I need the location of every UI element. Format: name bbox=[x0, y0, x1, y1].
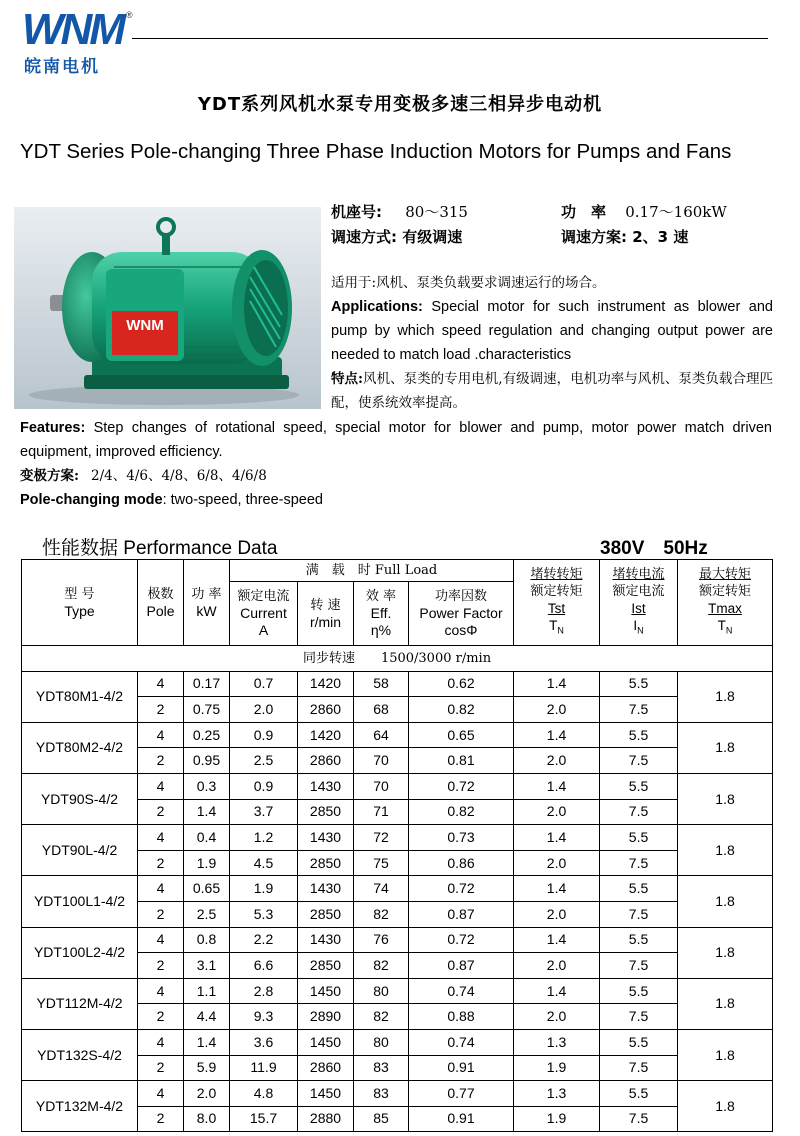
cell-speed: 2850 bbox=[298, 953, 354, 979]
cell-pole: 2 bbox=[138, 901, 184, 927]
th-type-en: Type bbox=[64, 602, 95, 619]
th-current bbox=[230, 582, 298, 646]
cell-tst: 1.4 bbox=[514, 927, 600, 953]
cell-eff: 76 bbox=[354, 927, 409, 953]
th-eff-cn: 效 率 bbox=[365, 589, 397, 604]
applications-cn-label: 适用于: bbox=[331, 275, 377, 291]
cell-tst: 2.0 bbox=[514, 850, 600, 876]
th-tst-den bbox=[514, 617, 599, 640]
th-pf-cn: 功率因数 bbox=[435, 589, 488, 604]
cell-ist: 5.5 bbox=[600, 978, 678, 1004]
features-en bbox=[20, 416, 772, 464]
cell-pf: 0.91 bbox=[409, 1055, 514, 1081]
cell-tst: 1.4 bbox=[514, 671, 600, 697]
cell-eff: 80 bbox=[354, 978, 409, 1004]
th-eff-en: Eff. bbox=[370, 605, 392, 621]
applications-block bbox=[331, 271, 773, 415]
cell-eff: 64 bbox=[354, 722, 409, 748]
cell-pf: 0.65 bbox=[409, 722, 514, 748]
table-row bbox=[22, 773, 773, 799]
motor-photo bbox=[14, 207, 321, 409]
cell-pf: 0.87 bbox=[409, 901, 514, 927]
cell-current: 2.2 bbox=[230, 927, 298, 953]
cell-speed: 2890 bbox=[298, 1004, 354, 1030]
spec-speed-scheme-label: 调速方案: bbox=[561, 228, 627, 246]
cell-kw: 2.5 bbox=[184, 901, 230, 927]
cell-speed: 1430 bbox=[298, 825, 354, 851]
cell-current: 4.8 bbox=[230, 1081, 298, 1107]
page-title-cn: YDT系列风机水泵专用变极多速三相异步电动机 bbox=[197, 94, 603, 115]
cell-current: 3.6 bbox=[230, 1029, 298, 1055]
cell-ist: 7.5 bbox=[600, 799, 678, 825]
cell-type: YDT90S-4/2 bbox=[22, 773, 138, 824]
sync-speed-row: 同步转速 1500/3000 r/min bbox=[22, 646, 773, 672]
th-power-cn: 功 率 bbox=[191, 586, 222, 602]
cell-eff: 82 bbox=[354, 901, 409, 927]
cell-kw: 0.95 bbox=[184, 748, 230, 774]
motor-illustration bbox=[14, 207, 321, 409]
th-tmax bbox=[678, 560, 773, 646]
cell-current: 0.9 bbox=[230, 722, 298, 748]
cell-speed: 1450 bbox=[298, 978, 354, 1004]
th-speed-cn: 转 速 bbox=[310, 597, 341, 613]
cell-eff: 83 bbox=[354, 1055, 409, 1081]
performance-voltage: 380V 50Hz bbox=[600, 538, 708, 559]
cell-type: YDT80M1-4/2 bbox=[22, 671, 138, 722]
cell-pf: 0.62 bbox=[409, 671, 514, 697]
cell-type: YDT132S-4/2 bbox=[22, 1029, 138, 1080]
cell-current: 2.8 bbox=[230, 978, 298, 1004]
cell-tst: 1.4 bbox=[514, 722, 600, 748]
cell-speed: 1420 bbox=[298, 722, 354, 748]
th-current-unit: A bbox=[258, 622, 269, 638]
cell-ist: 5.5 bbox=[600, 722, 678, 748]
th-ist-cn2: 额定电流 bbox=[612, 583, 665, 599]
cell-kw: 2.0 bbox=[184, 1081, 230, 1107]
cell-tmax: 1.8 bbox=[678, 876, 773, 927]
table-row bbox=[22, 978, 773, 1004]
pole-scheme-en bbox=[20, 488, 323, 512]
cell-pole: 2 bbox=[138, 850, 184, 876]
cell-pole: 4 bbox=[138, 927, 184, 953]
cell-pf: 0.82 bbox=[409, 697, 514, 723]
cell-speed: 2860 bbox=[298, 1055, 354, 1081]
applications-cn bbox=[331, 271, 773, 295]
cell-ist: 5.5 bbox=[600, 1029, 678, 1055]
cell-tst: 2.0 bbox=[514, 748, 600, 774]
th-power-en: kW bbox=[196, 602, 217, 619]
cell-tmax: 1.8 bbox=[678, 978, 773, 1029]
pole-scheme-cn-label: 变极方案: bbox=[20, 468, 79, 484]
th-pole-en: Pole bbox=[146, 602, 175, 619]
cell-pole: 2 bbox=[138, 697, 184, 723]
spec-frame-value: 80～315 bbox=[405, 203, 468, 221]
cell-current: 6.6 bbox=[230, 953, 298, 979]
cell-pf: 0.72 bbox=[409, 876, 514, 902]
cell-pf: 0.73 bbox=[409, 825, 514, 851]
cell-tst: 1.4 bbox=[514, 773, 600, 799]
th-tst bbox=[514, 560, 600, 646]
cell-ist: 7.5 bbox=[600, 1106, 678, 1132]
spec-speed-method-label: 调速方式: bbox=[331, 228, 397, 246]
th-tst-den-t: T bbox=[549, 617, 558, 633]
cell-tst: 2.0 bbox=[514, 953, 600, 979]
cell-tst: 1.9 bbox=[514, 1055, 600, 1081]
cell-tmax: 1.8 bbox=[678, 773, 773, 824]
th-ist-cn1: 堵转电流 bbox=[612, 566, 665, 582]
cell-speed: 2850 bbox=[298, 901, 354, 927]
th-current-cn: 额定电流 bbox=[237, 589, 290, 604]
cell-tst: 1.4 bbox=[514, 825, 600, 851]
spec-speed-scheme bbox=[561, 226, 688, 247]
th-pf bbox=[409, 582, 514, 646]
th-ist-num: Ist bbox=[631, 600, 646, 616]
performance-table-body bbox=[22, 646, 773, 1132]
th-ist-den-sub: N bbox=[637, 625, 644, 636]
th-type-cn: 型 号 bbox=[64, 586, 95, 602]
spec-frame-label: 机座号: bbox=[331, 203, 382, 221]
cell-eff: 82 bbox=[354, 1004, 409, 1030]
cell-tmax: 1.8 bbox=[678, 825, 773, 876]
features-cn bbox=[331, 367, 773, 415]
th-power bbox=[184, 560, 230, 646]
cell-eff: 70 bbox=[354, 748, 409, 774]
cell-tst: 2.0 bbox=[514, 697, 600, 723]
cell-pf: 0.86 bbox=[409, 850, 514, 876]
cell-ist: 5.5 bbox=[600, 825, 678, 851]
table-row bbox=[22, 1029, 773, 1055]
table-row bbox=[22, 825, 773, 851]
cell-pf: 0.77 bbox=[409, 1081, 514, 1107]
cell-eff: 82 bbox=[354, 953, 409, 979]
table-row bbox=[22, 671, 773, 697]
cell-ist: 7.5 bbox=[600, 953, 678, 979]
cell-ist: 5.5 bbox=[600, 1081, 678, 1107]
cell-ist: 7.5 bbox=[600, 748, 678, 774]
logo-wordmark: WNM bbox=[22, 5, 123, 54]
cell-eff: 83 bbox=[354, 1081, 409, 1107]
table-row bbox=[22, 876, 773, 902]
cell-pole: 2 bbox=[138, 748, 184, 774]
cell-pole: 4 bbox=[138, 825, 184, 851]
th-ist bbox=[600, 560, 678, 646]
cell-tst: 1.9 bbox=[514, 1106, 600, 1132]
cell-ist: 7.5 bbox=[600, 697, 678, 723]
cell-pole: 4 bbox=[138, 671, 184, 697]
cell-type: YDT100L2-4/2 bbox=[22, 927, 138, 978]
pole-scheme-cn-text: 2/4、4/6、4/8、6/8、4/6/8 bbox=[91, 468, 267, 484]
cell-current: 0.9 bbox=[230, 773, 298, 799]
cell-kw: 0.17 bbox=[184, 671, 230, 697]
brand-name-cn: 皖南电机 bbox=[24, 57, 100, 77]
cell-speed: 1450 bbox=[298, 1029, 354, 1055]
cell-type: YDT90L-4/2 bbox=[22, 825, 138, 876]
performance-table bbox=[21, 559, 773, 1132]
th-eff bbox=[354, 582, 409, 646]
cell-tmax: 1.8 bbox=[678, 722, 773, 773]
cell-pf: 0.72 bbox=[409, 773, 514, 799]
registered-mark: ® bbox=[126, 10, 133, 20]
cell-speed: 2850 bbox=[298, 799, 354, 825]
cell-kw: 0.65 bbox=[184, 876, 230, 902]
features-en-text: Step changes of rotational speed, special motor for blower and pump, motor power match driven equipment, improved efficiency. bbox=[20, 420, 772, 460]
cell-type: YDT132M-4/2 bbox=[22, 1081, 138, 1132]
spec-speed-method bbox=[331, 226, 462, 247]
th-speed bbox=[298, 582, 354, 646]
cell-kw: 8.0 bbox=[184, 1106, 230, 1132]
cell-kw: 0.25 bbox=[184, 722, 230, 748]
cell-pole: 4 bbox=[138, 722, 184, 748]
cell-ist: 7.5 bbox=[600, 850, 678, 876]
cell-current: 2.5 bbox=[230, 748, 298, 774]
cell-pole: 4 bbox=[138, 1029, 184, 1055]
table-row bbox=[22, 927, 773, 953]
cell-eff: 68 bbox=[354, 697, 409, 723]
cell-pole: 2 bbox=[138, 1055, 184, 1081]
cell-speed: 1420 bbox=[298, 671, 354, 697]
cell-current: 15.7 bbox=[230, 1106, 298, 1132]
features-cn-label: 特点: bbox=[331, 371, 364, 387]
cell-kw: 0.8 bbox=[184, 927, 230, 953]
cell-kw: 4.4 bbox=[184, 1004, 230, 1030]
th-full-load: 满 载 时 Full Load bbox=[230, 560, 514, 582]
cell-speed: 2860 bbox=[298, 748, 354, 774]
spec-power bbox=[561, 201, 727, 222]
applications-en-label: Applications: bbox=[331, 299, 423, 315]
cell-eff: 80 bbox=[354, 1029, 409, 1055]
cell-kw: 5.9 bbox=[184, 1055, 230, 1081]
cell-current: 5.3 bbox=[230, 901, 298, 927]
cell-eff: 74 bbox=[354, 876, 409, 902]
th-ist-den bbox=[600, 617, 677, 640]
cell-type: YDT112M-4/2 bbox=[22, 978, 138, 1029]
cell-current: 11.9 bbox=[230, 1055, 298, 1081]
cell-tst: 2.0 bbox=[514, 1004, 600, 1030]
features-en-label: Features: bbox=[20, 420, 86, 436]
th-speed-unit: r/min bbox=[309, 613, 342, 630]
spec-speed-scheme-value: 2、3 速 bbox=[632, 228, 689, 246]
cell-pf: 0.74 bbox=[409, 1029, 514, 1055]
th-tst-den-sub: N bbox=[557, 625, 564, 636]
cell-ist: 5.5 bbox=[600, 876, 678, 902]
cell-kw: 1.4 bbox=[184, 799, 230, 825]
cell-kw: 1.1 bbox=[184, 978, 230, 1004]
cell-speed: 1430 bbox=[298, 773, 354, 799]
cell-pole: 4 bbox=[138, 1081, 184, 1107]
cell-pole: 4 bbox=[138, 978, 184, 1004]
th-current-en: Current bbox=[240, 605, 287, 621]
th-tmax-cn2: 额定转矩 bbox=[699, 583, 752, 599]
cell-current: 1.2 bbox=[230, 825, 298, 851]
cell-tmax: 1.8 bbox=[678, 1081, 773, 1132]
cell-eff: 75 bbox=[354, 850, 409, 876]
cell-tst: 2.0 bbox=[514, 901, 600, 927]
cell-kw: 0.3 bbox=[184, 773, 230, 799]
applications-en bbox=[331, 295, 773, 367]
cell-type: YDT80M2-4/2 bbox=[22, 722, 138, 773]
cell-speed: 1430 bbox=[298, 876, 354, 902]
cell-eff: 85 bbox=[354, 1106, 409, 1132]
th-pf-en: Power Factor bbox=[419, 605, 503, 621]
cell-ist: 5.5 bbox=[600, 773, 678, 799]
th-pf-unit: cosΦ bbox=[444, 622, 478, 638]
cell-tst: 1.4 bbox=[514, 978, 600, 1004]
cell-pf: 0.88 bbox=[409, 1004, 514, 1030]
cell-current: 2.0 bbox=[230, 697, 298, 723]
th-tmax-num: Tmax bbox=[708, 600, 742, 616]
cell-ist: 5.5 bbox=[600, 671, 678, 697]
cell-pf: 0.72 bbox=[409, 927, 514, 953]
spec-power-label: 功 率 bbox=[561, 203, 607, 221]
cell-type: YDT100L1-4/2 bbox=[22, 876, 138, 927]
th-tmax-den-sub: N bbox=[725, 625, 733, 636]
cell-tmax: 1.8 bbox=[678, 927, 773, 978]
th-pole bbox=[138, 560, 184, 646]
cell-eff: 71 bbox=[354, 799, 409, 825]
table-row bbox=[22, 1081, 773, 1107]
cell-current: 9.3 bbox=[230, 1004, 298, 1030]
cell-pole: 4 bbox=[138, 773, 184, 799]
cell-pole: 2 bbox=[138, 953, 184, 979]
cell-speed: 2880 bbox=[298, 1106, 354, 1132]
cell-pole: 2 bbox=[138, 799, 184, 825]
features-cn-text: 风机、泵类的专用电机,有级调速，电机功率与风机、泵类负载合理匹配，使系统效率提高。 bbox=[331, 371, 773, 411]
cell-eff: 72 bbox=[354, 825, 409, 851]
cell-pole: 2 bbox=[138, 1004, 184, 1030]
cell-ist: 7.5 bbox=[600, 1055, 678, 1081]
th-tmax-den bbox=[678, 617, 772, 640]
cell-kw: 3.1 bbox=[184, 953, 230, 979]
cell-kw: 1.9 bbox=[184, 850, 230, 876]
cell-tst: 1.4 bbox=[514, 876, 600, 902]
cell-pole: 2 bbox=[138, 1106, 184, 1132]
cell-speed: 1450 bbox=[298, 1081, 354, 1107]
cell-kw: 0.75 bbox=[184, 697, 230, 723]
th-type bbox=[22, 560, 138, 646]
cell-kw: 0.4 bbox=[184, 825, 230, 851]
motor-badge: WNM bbox=[126, 317, 164, 334]
cell-pf: 0.87 bbox=[409, 953, 514, 979]
cell-tmax: 1.8 bbox=[678, 671, 773, 722]
pole-scheme-en-label: Pole-changing mode bbox=[20, 492, 163, 508]
th-pole-cn: 极数 bbox=[147, 586, 174, 602]
cell-current: 3.7 bbox=[230, 799, 298, 825]
spec-power-value: 0.17～160kW bbox=[625, 203, 727, 221]
applications-cn-text: 风机、泵类负载要求调速运行的场合。 bbox=[376, 275, 606, 291]
cell-eff: 58 bbox=[354, 671, 409, 697]
cell-speed: 2850 bbox=[298, 850, 354, 876]
cell-pf: 0.91 bbox=[409, 1106, 514, 1132]
page-title-en: YDT Series Pole-changing Three Phase Induction Motors for Pumps and Fans bbox=[20, 140, 732, 163]
th-tst-num: Tst bbox=[547, 600, 566, 616]
cell-speed: 2860 bbox=[298, 697, 354, 723]
table-row bbox=[22, 722, 773, 748]
header-rule bbox=[132, 38, 768, 39]
cell-pf: 0.82 bbox=[409, 799, 514, 825]
th-eff-unit: η% bbox=[370, 622, 392, 638]
cell-ist: 5.5 bbox=[600, 927, 678, 953]
cell-kw: 1.4 bbox=[184, 1029, 230, 1055]
th-tmax-cn1: 最大转矩 bbox=[699, 566, 752, 582]
th-tst-cn2: 额定转矩 bbox=[530, 583, 583, 599]
cell-tst: 1.3 bbox=[514, 1029, 600, 1055]
cell-speed: 1430 bbox=[298, 927, 354, 953]
pole-scheme-cn bbox=[20, 464, 267, 488]
cell-pf: 0.81 bbox=[409, 748, 514, 774]
th-tmax-den-t: T bbox=[717, 617, 726, 633]
cell-current: 0.7 bbox=[230, 671, 298, 697]
cell-current: 4.5 bbox=[230, 850, 298, 876]
cell-ist: 7.5 bbox=[600, 901, 678, 927]
spec-frame bbox=[331, 201, 468, 222]
cell-tst: 1.3 bbox=[514, 1081, 600, 1107]
pole-scheme-en-text: : two-speed, three-speed bbox=[162, 492, 323, 508]
applications-en-text: Special motor for such instrument as blower and pump by which speed regulation and changing output power are needed to match load .characteristics bbox=[331, 299, 773, 363]
cell-current: 1.9 bbox=[230, 876, 298, 902]
spec-speed-method-value: 有级调速 bbox=[402, 228, 463, 246]
cell-pole: 4 bbox=[138, 876, 184, 902]
cell-ist: 7.5 bbox=[600, 1004, 678, 1030]
cell-pf: 0.74 bbox=[409, 978, 514, 1004]
cell-tmax: 1.8 bbox=[678, 1029, 773, 1080]
performance-title: 性能数据 Performance Data bbox=[42, 538, 278, 559]
th-ist-den-i: I bbox=[633, 617, 638, 633]
cell-tst: 2.0 bbox=[514, 799, 600, 825]
brand-logo bbox=[22, 5, 142, 77]
th-tst-cn1: 堵转转矩 bbox=[530, 566, 583, 582]
cell-eff: 70 bbox=[354, 773, 409, 799]
